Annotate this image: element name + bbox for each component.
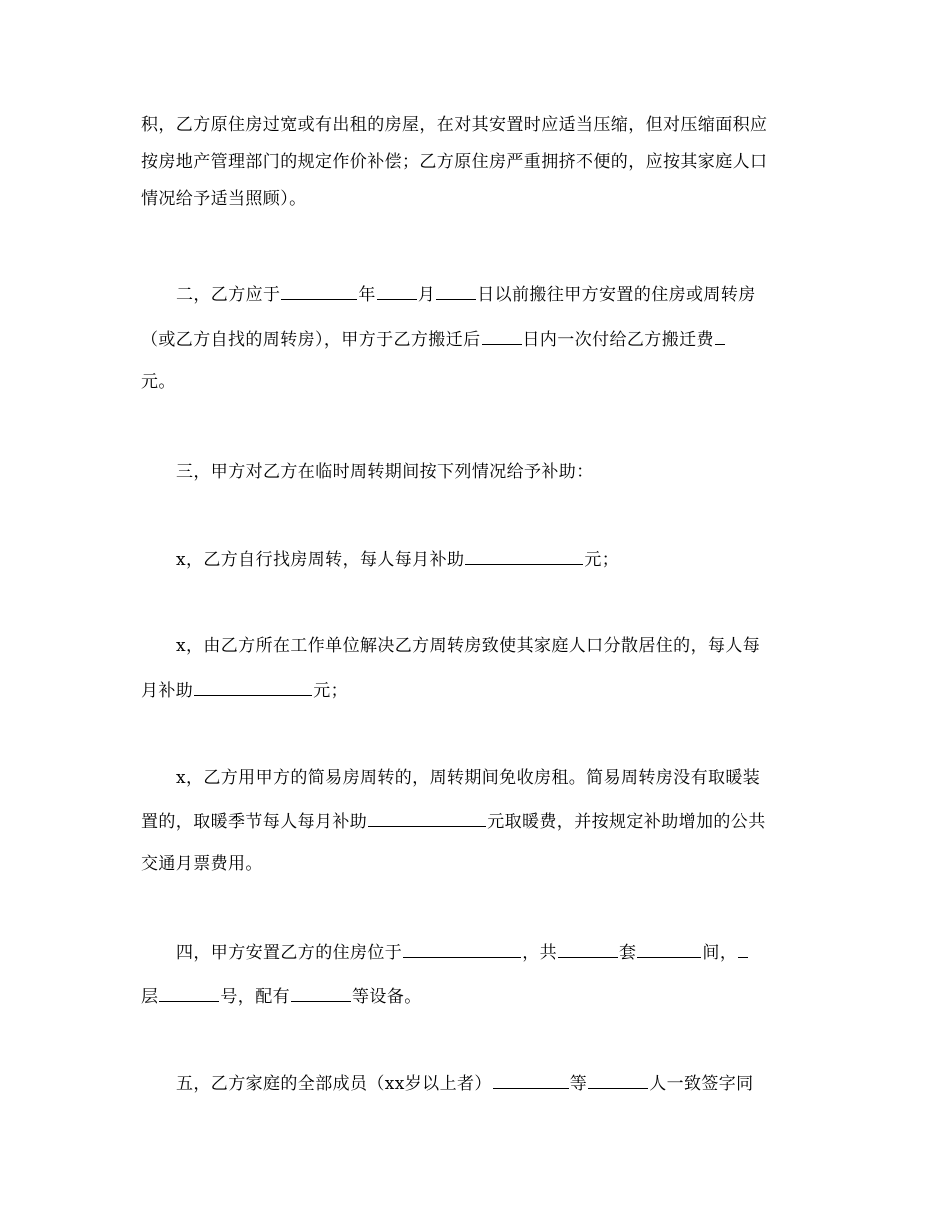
clause-3-item-3-line-2	[141, 810, 766, 833]
clause-4-line-2	[141, 985, 422, 1008]
clause-text: 二，乙方应于	[176, 285, 281, 305]
clause-text: 元；	[584, 550, 620, 570]
clause-text: 置的，取暖季节每人每月补助	[141, 812, 368, 832]
clause-text: 元取暖费，并按规定补助增加的公共	[487, 812, 766, 832]
fill-blank-day[interactable]	[436, 283, 476, 300]
clause-3-item-2-line-2	[141, 679, 348, 702]
fill-blank-subsidy-self[interactable]	[465, 548, 583, 565]
clause-3-item-3-line-1: x，乙方用甲方的简易房周转的，周转期间免收房租。简易周转房没有取暖装	[176, 768, 761, 788]
fill-blank-sets[interactable]	[558, 941, 618, 958]
clause-text: 日以前搬往甲方安置的住房或周转房	[477, 285, 756, 305]
clause-text: 层	[141, 987, 159, 1007]
clause-text: （或乙方自找的周转房），甲方于乙方搬迁后	[141, 330, 481, 350]
fill-blank-count[interactable]	[588, 1072, 648, 1089]
clause-text: 套	[619, 943, 637, 963]
clause-text: 月	[417, 285, 436, 305]
clause-text: 五，乙方家庭的全部成员（xx岁以上者）	[176, 1074, 492, 1094]
clause-text: 四，甲方安置乙方的住房位于	[176, 943, 403, 963]
paragraph-line: 情况给予适当照顾）。	[141, 189, 307, 209]
clause-text: 年	[358, 285, 376, 305]
clause-text: 间，	[702, 943, 738, 963]
fill-blank-days[interactable]	[482, 328, 522, 345]
clause-text: 月补助	[141, 681, 194, 701]
fill-blank-members[interactable]	[493, 1072, 569, 1089]
clause-text: 号，配有	[220, 987, 291, 1007]
fill-blank-floor-prefix[interactable]	[738, 941, 748, 958]
clause-2-line-2	[141, 328, 726, 351]
clause-text: ，共	[522, 943, 558, 963]
clause-3-item-3-line-3: 交通月票费用。	[141, 854, 263, 874]
fill-blank-location[interactable]	[403, 941, 521, 958]
clause-4-line-1	[176, 941, 749, 964]
clause-text: 等	[569, 1074, 588, 1094]
fill-blank-floor[interactable]	[159, 985, 219, 1002]
fill-blank-year[interactable]	[281, 283, 357, 300]
clause-2-line-1	[176, 283, 756, 306]
clause-text: 等设备。	[352, 987, 422, 1007]
clause-text: 人一致签字同	[649, 1074, 754, 1094]
paragraph-line: 积，乙方原住房过宽或有出租的房屋，在对其安置时应适当压缩，但对压缩面积应	[141, 115, 768, 135]
fill-blank-month[interactable]	[377, 283, 417, 300]
clause-3-item-1	[176, 548, 619, 571]
clause-text: 日内一次付给乙方搬迁费	[522, 330, 714, 350]
clause-text: x，乙方自行找房周转，每人每月补助	[176, 550, 465, 570]
fill-blank-subsidy-unit[interactable]	[194, 679, 312, 696]
fill-blank-heating-subsidy[interactable]	[368, 810, 486, 827]
fill-blank-equipment[interactable]	[291, 985, 351, 1002]
paragraph-line: 按房地产管理部门的规定作价补偿；乙方原住房严重拥挤不便的，应按其家庭人口	[141, 152, 768, 172]
clause-5-line-1	[176, 1072, 754, 1095]
clause-text: 元；	[313, 681, 349, 701]
clause-3-heading: 三，甲方对乙方在临时周转期间按下列情况给予补助：	[176, 462, 594, 482]
clause-3-item-2-line-1: x，由乙方所在工作单位解决乙方周转房致使其家庭人口分散居住的，每人每	[176, 636, 761, 656]
fill-blank-rooms[interactable]	[637, 941, 701, 958]
clause-2-line-3: 元。	[141, 372, 176, 392]
fill-blank-moving-fee[interactable]	[715, 328, 725, 345]
